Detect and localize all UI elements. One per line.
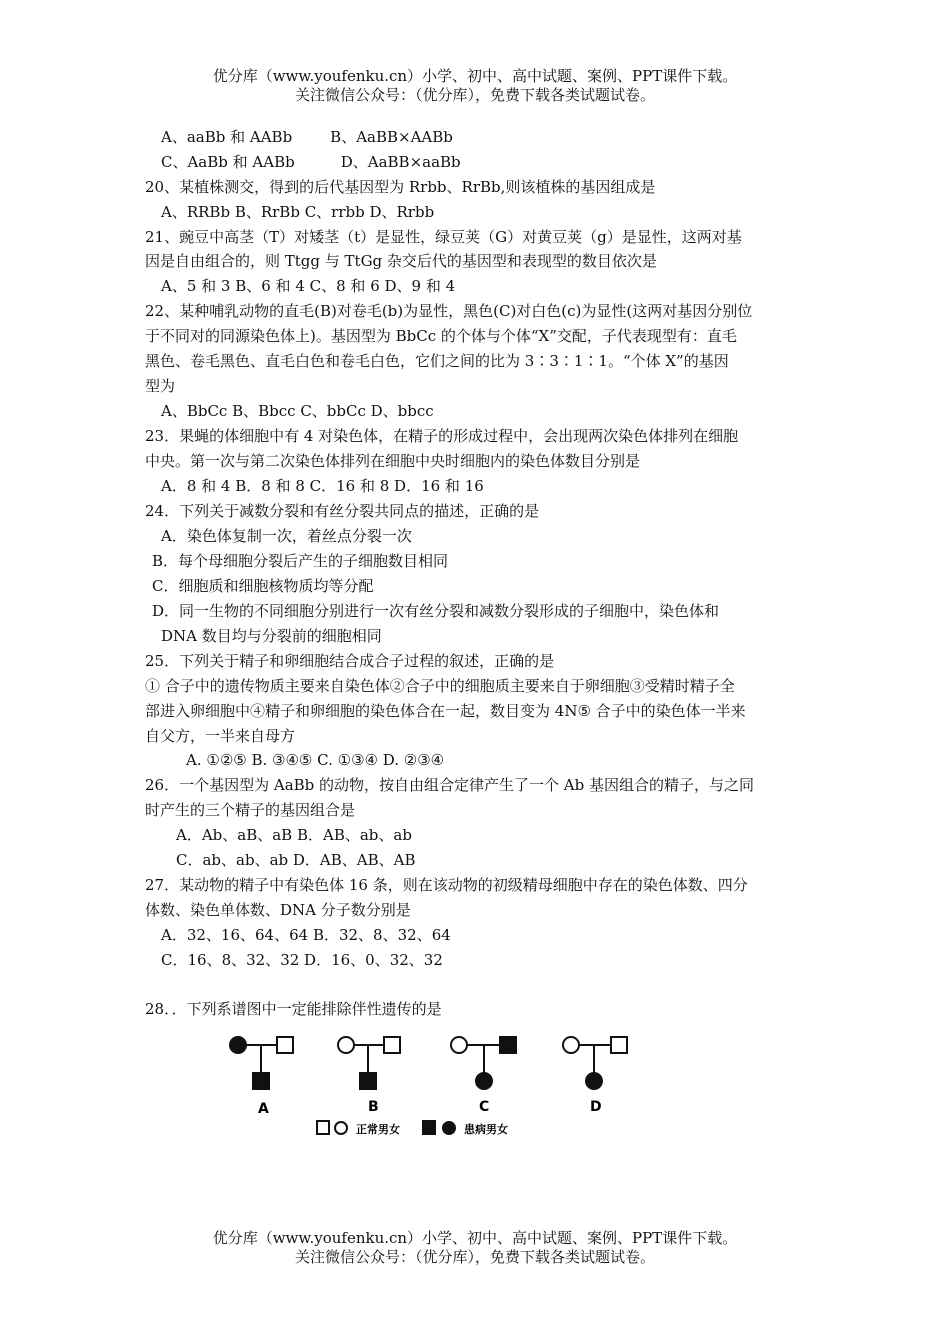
affected-male-symbol xyxy=(500,1037,516,1053)
affected-male-symbol xyxy=(253,1073,269,1089)
header-line-1: 优分库（www.youfenku.cn）小学、初中、高中试题、案例、PPT课件下载。 xyxy=(212,67,738,85)
normal-male-symbol xyxy=(277,1037,293,1053)
pedigree-label-c: C xyxy=(479,1099,490,1115)
q27-stem-2: 体数、染色单体数、DNA 分子数分别是 xyxy=(145,901,411,919)
q19-options-ab xyxy=(161,127,453,147)
q26-stem-1: 26．一个基因型为 AaBb 的动物，按自由组合定律产生了一个 Ab 基因组合的精子，与之同 xyxy=(145,776,754,794)
q25-options: A. ①②⑤ B. ③④⑤ C. ①③④ D. ②③④ xyxy=(186,751,445,769)
normal-female-symbol xyxy=(338,1037,354,1053)
q26-options-cd: C．ab、ab、ab D．AB、AB、AB xyxy=(176,851,416,869)
q24-option-a: A．染色体复制一次，着丝点分裂一次 xyxy=(161,527,412,545)
q23-options: A．8 和 4 B．8 和 8 C．16 和 8 D．16 和 16 xyxy=(161,477,484,495)
q28-stem: 28．．下列系谱图中一定能排除伴性遗传的是 xyxy=(145,1000,442,1018)
q25-stem: 25．下列关于精子和卵细胞结合成合子过程的叙述，正确的是 xyxy=(145,652,555,670)
legend-normal-label: 正常男女 xyxy=(356,1123,400,1136)
normal-female-symbol xyxy=(451,1037,467,1053)
q24-option-d-1: D．同一生物的不同细胞分别进行一次有丝分裂和减数分裂形成的子细胞中，染色体和 xyxy=(152,602,720,620)
q19-option-b: B、AaBB×AABb xyxy=(330,128,453,146)
q22-stem-3: 黑色、卷毛黑色、直毛白色和卷毛白色，它们之间的比为 3∶3∶1∶1。“个体 X”的基因 xyxy=(145,352,729,370)
q19-option-c: C、AaBb 和 AABb xyxy=(161,153,295,171)
footer-line-1: 优分库（www.youfenku.cn）小学、初中、高中试题、案例、PPT课件下载。 xyxy=(212,1229,738,1247)
q24-stem: 24．下列关于减数分裂和有丝分裂共同点的描述，正确的是 xyxy=(145,502,540,520)
pedigree-figure xyxy=(220,1025,640,1140)
q24-option-c: C．细胞质和细胞核物质均等分配 xyxy=(152,577,374,595)
q27-options-ab: A．32、16、64、64 B．32、8、32、64 xyxy=(161,926,451,944)
q25-body-3: 自父方，一半来自母方 xyxy=(145,727,296,745)
q22-stem-2: 于不同对的同源染色体上)。基因型为 BbCc 的个体与个体“X”交配，子代表现型有：直毛 xyxy=(145,327,737,345)
normal-female-symbol xyxy=(563,1037,579,1053)
pedigree-d xyxy=(563,1037,627,1089)
pedigree-a xyxy=(230,1037,293,1089)
normal-male-symbol xyxy=(384,1037,400,1053)
q23-stem-2: 中央。第一次与第二次染色体排列在细胞中央时细胞内的染色体数目分别是 xyxy=(145,452,641,470)
q23-stem-1: 23．果蝇的体细胞中有 4 对染色体，在精子的形成过程中，会出现两次染色体排列在细胞 xyxy=(145,427,739,445)
q25-body-2: 部进入卵细胞中④精子和卵细胞的染色体合在一起，数目变为 4N⑤ 合子中的染色体一半来 xyxy=(145,702,746,720)
q26-options-ab: A．Ab、aB、aB B．AB、ab、ab xyxy=(176,826,412,844)
q20-stem: 20、某植株测交，得到的后代基因型为 Rrbb、RrBb,则该植株的基因组成是 xyxy=(145,178,656,196)
q21-options: A、5 和 3 B、6 和 4 C、8 和 6 D、9 和 4 xyxy=(161,277,456,295)
q22-options: A、BbCc B、Bbcc C、bbCc D、bbcc xyxy=(161,402,434,420)
pedigree-b xyxy=(338,1037,400,1089)
q26-stem-2: 时产生的三个精子的基因组合是 xyxy=(145,801,356,819)
affected-male-symbol xyxy=(360,1073,376,1089)
q27-options-cd: C．16、8、32、32 D．16、0、32、32 xyxy=(161,951,443,969)
q22-stem-4: 型为 xyxy=(145,377,176,395)
affected-female-symbol xyxy=(476,1073,492,1089)
footer-line-2: 关注微信公众号：（优分库），免费下载各类试题试卷。 xyxy=(294,1248,655,1266)
pedigree-label-d: D xyxy=(590,1099,602,1115)
q19-option-d: D、AaBB×aaBb xyxy=(340,153,461,171)
pedigree-c xyxy=(451,1037,516,1089)
legend-affected-label: 患病男女 xyxy=(464,1123,508,1136)
q21-stem-1: 21、豌豆中高茎（T）对矮茎（t）是显性，绿豆荚（G）对黄豆荚（g）是显性，这两对基 xyxy=(145,228,742,246)
affected-female-symbol xyxy=(586,1073,602,1089)
q25-body-1: ① 合子中的遗传物质主要来自染色体②合子中的细胞质主要来自于卵细胞③受精时精子全 xyxy=(145,677,735,695)
q19-option-a: A、aaBb 和 AABb xyxy=(161,128,293,146)
header-line-2: 关注微信公众号：（优分库），免费下载各类试题试卷。 xyxy=(294,86,655,104)
q21-stem-2: 因是自由组合的，则 Ttgg 与 TtGg 杂交后代的基因型和表现型的数目依次是 xyxy=(145,252,657,270)
affected-female-symbol xyxy=(230,1037,246,1053)
q22-stem-1: 22、某种哺乳动物的直毛(B)对卷毛(b)为显性，黑色(C)对白色(c)为显性(这两对基因分别位 xyxy=(145,302,753,320)
pedigree-label-a: A xyxy=(258,1101,269,1117)
q27-stem-1: 27．某动物的精子中有染色体 16 条，则在该动物的初级精母细胞中存在的染色体数、四分 xyxy=(145,876,748,894)
q24-option-b: B．每个母细胞分裂后产生的子细胞数目相同 xyxy=(152,552,449,570)
normal-male-symbol xyxy=(611,1037,627,1053)
q19-options-cd xyxy=(161,152,461,172)
q24-option-d-2: DNA 数目均与分裂前的细胞相同 xyxy=(161,627,382,645)
pedigree-label-b: B xyxy=(368,1099,379,1115)
q20-options: A、RRBb B、RrBb C、rrbb D、Rrbb xyxy=(161,203,435,221)
